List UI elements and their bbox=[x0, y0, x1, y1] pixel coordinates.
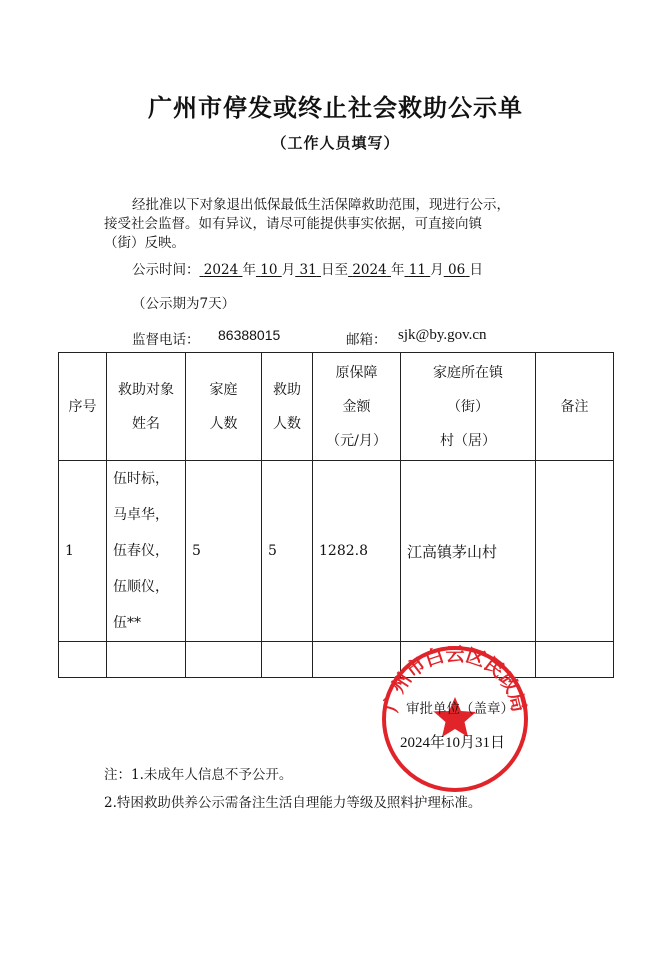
header-aid: 救助 人数 bbox=[262, 353, 313, 461]
start-day: 31 bbox=[299, 262, 317, 278]
row-seq: 1 bbox=[59, 461, 107, 642]
month-char-2: 月 bbox=[430, 262, 444, 278]
row-family-count: 5 bbox=[186, 461, 262, 642]
day-char: 日 bbox=[469, 262, 484, 278]
row-remark bbox=[536, 461, 614, 642]
table-empty-row bbox=[59, 642, 614, 678]
recipient-name: 伍** bbox=[113, 615, 141, 631]
row-amount: 1282.8 bbox=[313, 461, 401, 642]
email-address: sjk@by.gov.cn bbox=[398, 327, 487, 343]
year-char-2: 年 bbox=[390, 262, 405, 278]
start-year: 2024 bbox=[203, 262, 239, 278]
year-char: 年 bbox=[242, 262, 256, 278]
day-to: 日至 bbox=[321, 262, 349, 278]
header-name: 救助对象 姓名 bbox=[107, 353, 186, 461]
note-1: 注：1.未成年人信息不予公开。 bbox=[104, 767, 293, 783]
header-remark: 备注 bbox=[536, 353, 614, 461]
end-day: 06 bbox=[448, 262, 466, 278]
recipient-name: 伍顺仪， bbox=[113, 579, 169, 595]
end-year: 2024 bbox=[352, 262, 387, 278]
recipient-name: 马卓华， bbox=[113, 507, 169, 523]
official-seal bbox=[380, 644, 530, 794]
table-row bbox=[59, 461, 614, 642]
period-note: （公示期为7天） bbox=[132, 296, 236, 312]
approval-label: 审批单位（盖章） bbox=[406, 701, 514, 717]
header-seq: 序号 bbox=[59, 353, 107, 461]
month-char: 月 bbox=[281, 262, 296, 278]
start-month: 10 bbox=[260, 262, 278, 278]
header-family: 家庭 人数 bbox=[186, 353, 262, 461]
row-aid-count: 5 bbox=[262, 461, 313, 642]
period-label: 公示时间： bbox=[132, 262, 200, 278]
intro-line-1: 经批准以下对象退出低保最低生活保障救助范围，现进行公示， bbox=[132, 197, 510, 213]
approval-date: 2024年10月31日 bbox=[400, 735, 506, 751]
seal-text: 广州市白云区民政局 bbox=[380, 644, 530, 715]
recipient-name: 伍春仪， bbox=[113, 543, 169, 559]
publicity-period bbox=[132, 258, 483, 278]
table-header-row bbox=[59, 353, 614, 461]
page-subtitle: （工作人员填写） bbox=[271, 134, 400, 152]
recipient-name: 伍时标， bbox=[113, 471, 169, 487]
note-2: 2.特困救助供养公示需备注生活自理能力等级及照料护理标准。 bbox=[104, 795, 482, 811]
header-amount: 原保障 金额 （元/月） bbox=[313, 353, 401, 461]
email-label: 邮箱： bbox=[346, 332, 387, 348]
row-names bbox=[107, 461, 186, 642]
disposal-table bbox=[58, 352, 613, 676]
row-address: 江高镇茅山村 bbox=[401, 461, 536, 642]
intro-line-2: 接受社会监督。如有异议，请尽可能提供事实依据，可直接向镇 bbox=[104, 216, 482, 232]
phone-number: 86388015 bbox=[218, 327, 281, 343]
intro-line-3: （街）反映。 bbox=[104, 235, 185, 251]
page-title: 广州市停发或终止社会救助公示单 bbox=[148, 93, 523, 122]
end-month: 11 bbox=[408, 262, 426, 278]
header-address: 家庭所在镇 （街） 村（居） bbox=[401, 353, 536, 461]
phone-label: 监督电话： bbox=[132, 332, 200, 348]
